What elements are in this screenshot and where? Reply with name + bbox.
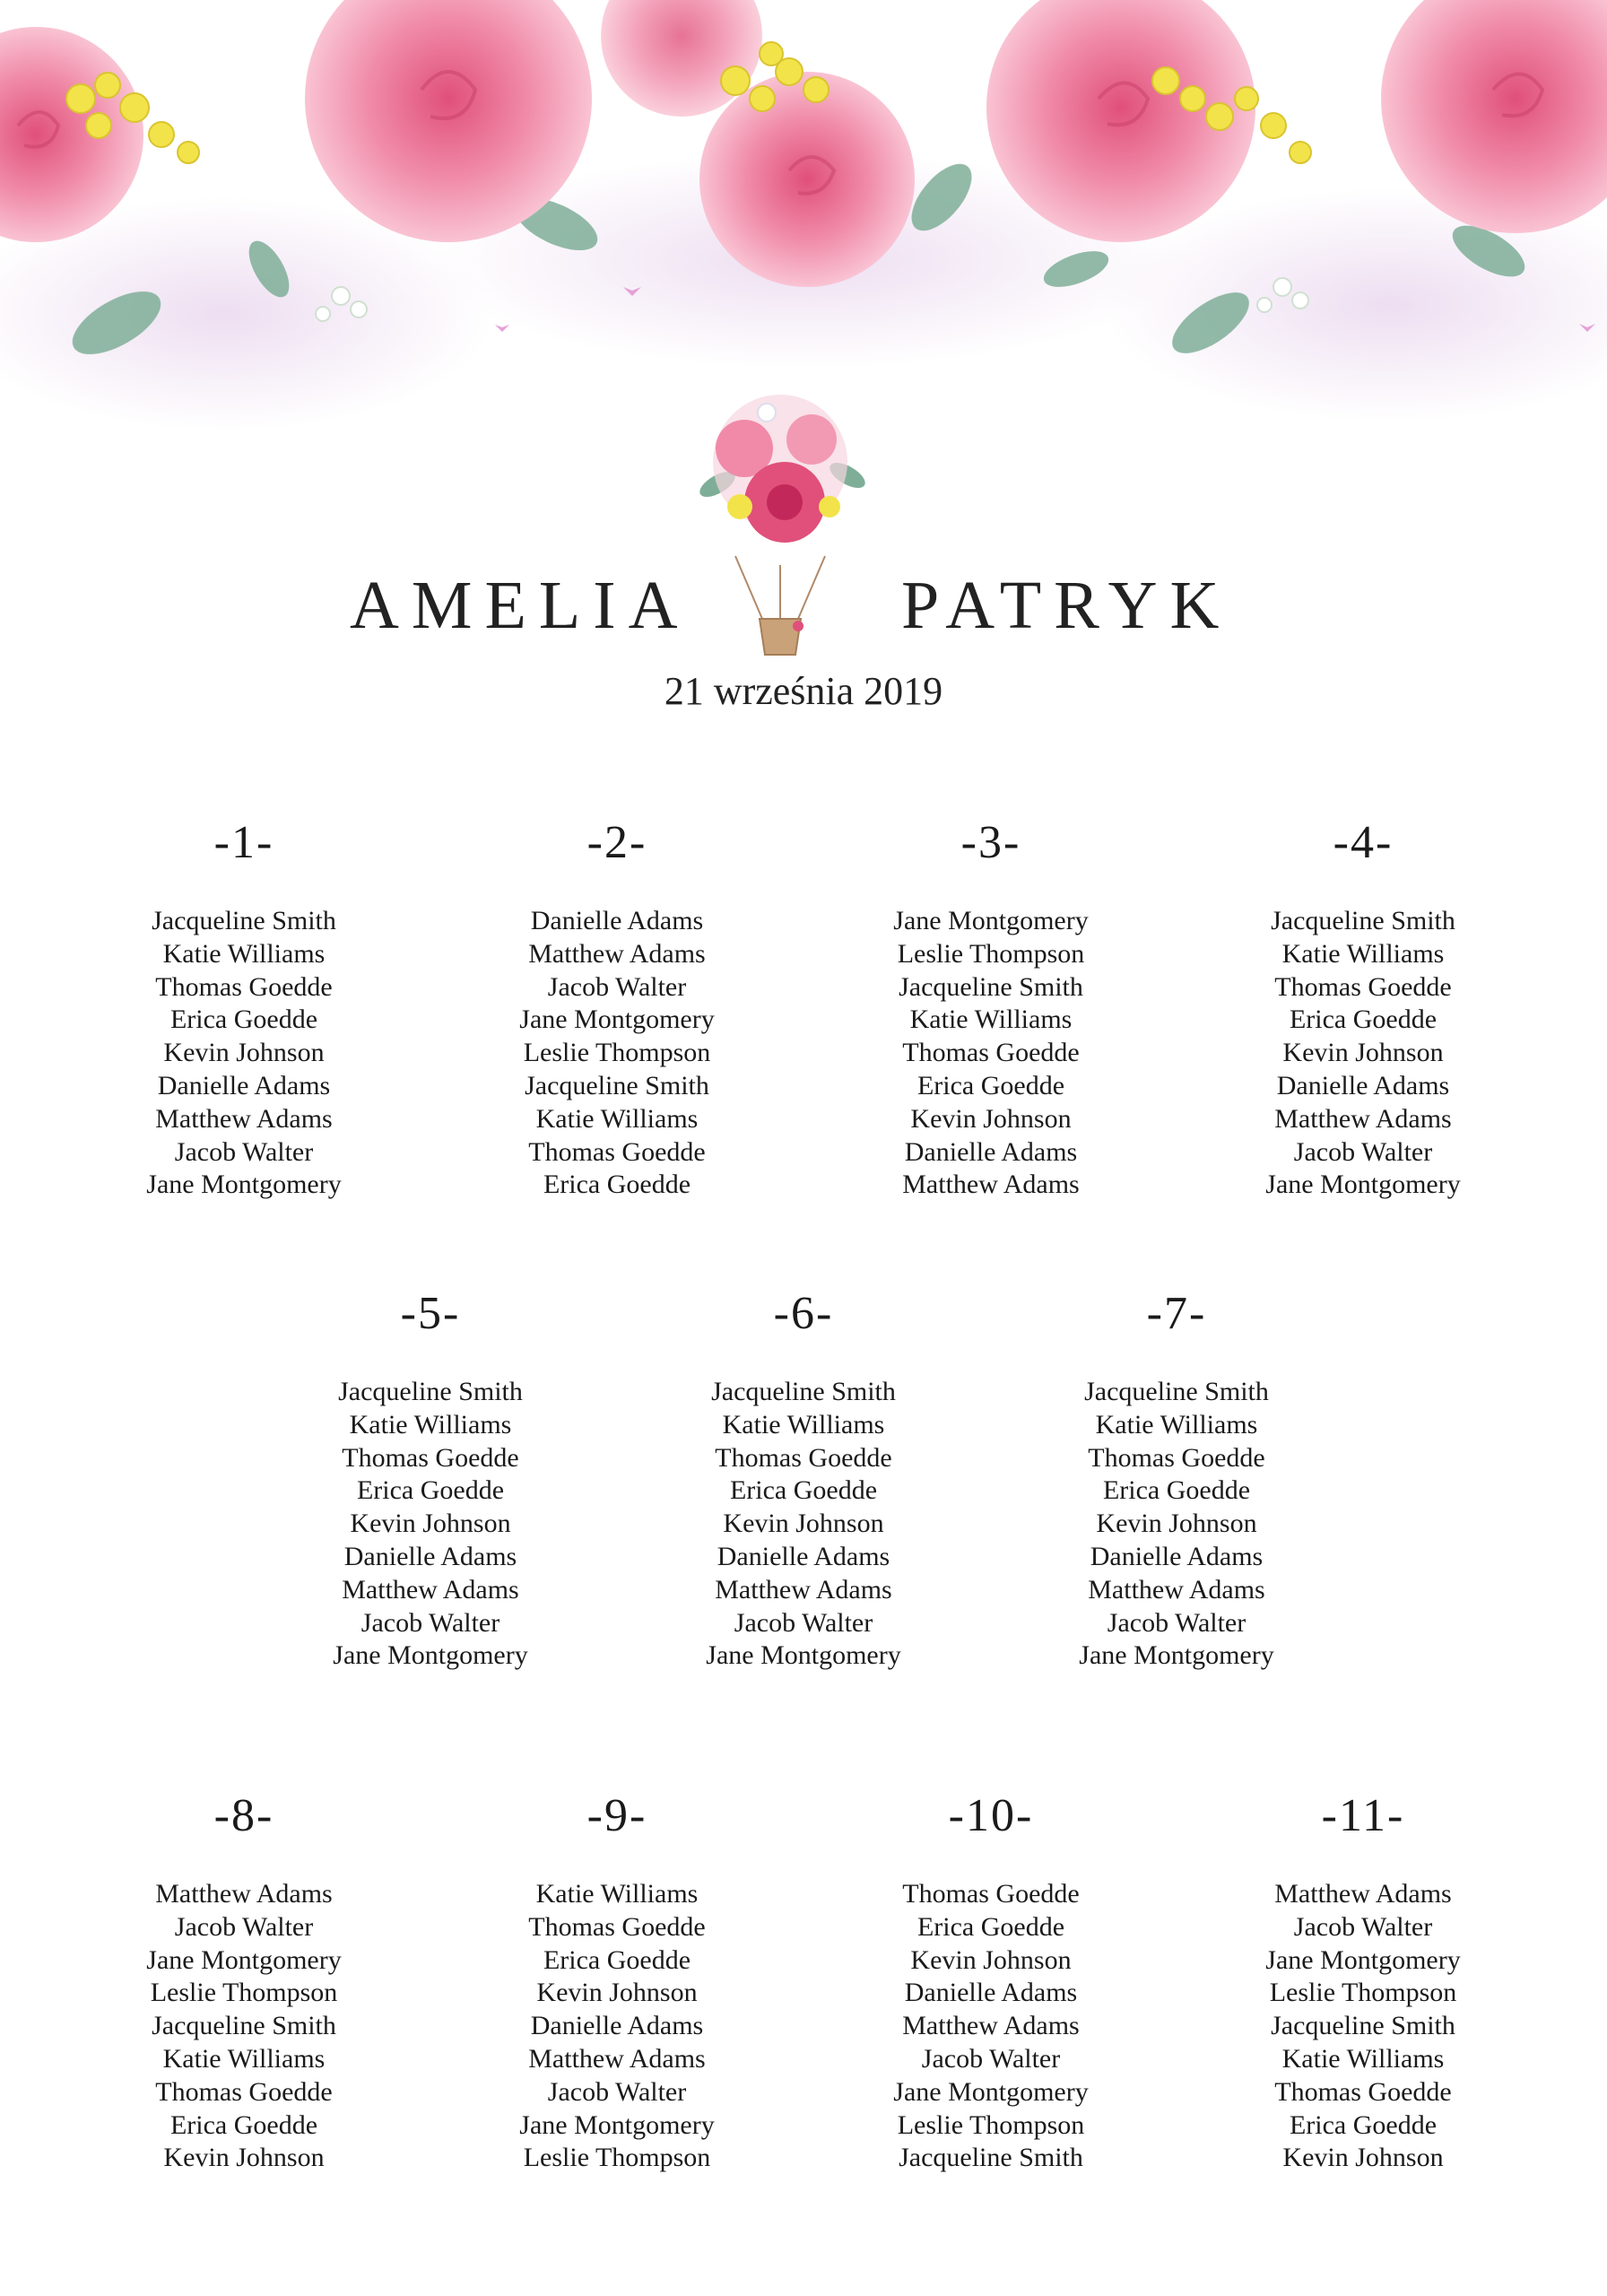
- guest-name: Katie Williams: [535, 1103, 699, 1134]
- guest-name: Matthew Adams: [715, 1574, 892, 1605]
- guest-name: Thomas Goedde: [155, 971, 333, 1002]
- guest-name: Jacob Walter: [174, 1136, 314, 1167]
- guest-name: Erica Goedde: [1289, 1004, 1438, 1035]
- guest-name: Jacqueline Smith: [1084, 1377, 1269, 1406]
- guest-name: Erica Goedde: [729, 1475, 878, 1506]
- guest-name: Danielle Adams: [1276, 1070, 1450, 1100]
- guest-name: Danielle Adams: [157, 1070, 331, 1100]
- guest-name: Jacqueline Smith: [1271, 906, 1455, 935]
- guest-name: Katie Williams: [909, 1004, 1073, 1035]
- guest-name: Katie Williams: [535, 1879, 699, 1909]
- guest-name: Jane Montgomery: [1079, 1640, 1274, 1671]
- guest-name: Jane Montgomery: [1265, 1944, 1461, 1975]
- guest-name: Erica Goedde: [1102, 1475, 1251, 1506]
- guest-list: [65, 905, 423, 1202]
- guest-name: Katie Williams: [349, 1409, 512, 1439]
- guest-name: Erica Goedde: [543, 1170, 691, 1200]
- table-7: [997, 1283, 1356, 1673]
- guest-name: Jane Montgomery: [333, 1640, 528, 1671]
- guest-name: Jacob Walter: [547, 2076, 687, 2107]
- table-number: -1-: [213, 817, 274, 868]
- guest-name: Erica Goedde: [916, 1911, 1065, 1942]
- groom-name: PATRYK: [901, 568, 1232, 643]
- table-number: -11-: [1321, 1790, 1405, 1841]
- guest-name: Jane Montgomery: [1265, 1170, 1461, 1200]
- guest-name: Danielle Adams: [530, 906, 704, 935]
- guest-name: Thomas Goedde: [528, 1136, 706, 1167]
- guest-name: Erica Goedde: [916, 1070, 1065, 1100]
- table-6: [624, 1283, 983, 1673]
- guest-name: Leslie Thompson: [897, 938, 1085, 969]
- guest-name: Jacob Walter: [921, 2043, 1061, 2074]
- guest-list: [438, 905, 796, 1202]
- guest-name: Kevin Johnson: [1096, 1509, 1257, 1539]
- guest-name: Kevin Johnson: [910, 1103, 1072, 1134]
- guest-name: Kevin Johnson: [536, 1978, 698, 2008]
- guest-name: Matthew Adams: [902, 1170, 1080, 1200]
- guest-name: Leslie Thompson: [897, 2109, 1085, 2140]
- table-number: -7-: [1146, 1288, 1207, 1339]
- guest-name: Jane Montgomery: [519, 2109, 715, 2140]
- guest-name: Kevin Johnson: [163, 2143, 325, 2173]
- table-11: [1184, 1785, 1542, 2175]
- guest-name: Erica Goedde: [356, 1475, 505, 1506]
- table-10: [812, 1785, 1170, 2175]
- guest-name: Leslie Thompson: [523, 1038, 711, 1068]
- flower-balloon-icon: [668, 377, 892, 673]
- guest-list: [1184, 1878, 1542, 2175]
- table-3: [812, 812, 1170, 1202]
- guest-name: Thomas Goedde: [528, 1911, 706, 1942]
- guest-name: Thomas Goedde: [342, 1442, 519, 1473]
- table-number: -3-: [960, 817, 1021, 868]
- guest-name: Kevin Johnson: [1282, 2143, 1444, 2173]
- guest-name: Danielle Adams: [904, 1136, 1078, 1167]
- guest-list: [1184, 905, 1542, 1202]
- guest-name: Matthew Adams: [1274, 1103, 1452, 1134]
- guest-name: Jane Montgomery: [146, 1944, 342, 1975]
- guest-name: Jacqueline Smith: [152, 906, 336, 935]
- guest-name: Erica Goedde: [169, 2109, 318, 2140]
- table-4: [1184, 812, 1542, 1202]
- guest-name: Thomas Goedde: [155, 2076, 333, 2107]
- guest-name: Jacob Walter: [734, 1607, 873, 1638]
- guest-name: Katie Williams: [722, 1409, 885, 1439]
- table-number: -2-: [586, 817, 647, 868]
- guest-list: [65, 1878, 423, 2175]
- guest-name: Jacob Walter: [1107, 1607, 1247, 1638]
- table-2: [438, 812, 796, 1202]
- guest-list: [812, 905, 1170, 1202]
- guest-name: Kevin Johnson: [1282, 1038, 1444, 1068]
- guest-list: [997, 1376, 1356, 1673]
- table-8: [65, 1785, 423, 2175]
- bride-name: AMELIA: [350, 568, 691, 643]
- guest-name: Jacob Walter: [547, 971, 687, 1002]
- table-number: -6-: [773, 1288, 834, 1339]
- table-number: -9-: [586, 1790, 647, 1841]
- guest-name: Matthew Adams: [528, 938, 706, 969]
- guest-name: Leslie Thompson: [1269, 1978, 1457, 2008]
- guest-name: Katie Williams: [1095, 1409, 1258, 1439]
- guest-name: Thomas Goedde: [902, 1879, 1080, 1909]
- guest-name: Matthew Adams: [155, 1103, 333, 1134]
- guest-name: Danielle Adams: [717, 1541, 890, 1571]
- guest-name: Erica Goedde: [543, 1944, 691, 1975]
- guest-name: Jane Montgomery: [893, 906, 1089, 935]
- guest-name: Jane Montgomery: [893, 2076, 1089, 2107]
- guest-name: Danielle Adams: [904, 1978, 1078, 2008]
- guest-name: Leslie Thompson: [523, 2143, 711, 2173]
- guest-name: Thomas Goedde: [1274, 971, 1452, 1002]
- guest-name: Kevin Johnson: [350, 1509, 511, 1539]
- guest-list: [251, 1376, 610, 1673]
- guest-name: Thomas Goedde: [715, 1442, 892, 1473]
- guest-name: Matthew Adams: [1088, 1574, 1265, 1605]
- guest-list: [812, 1878, 1170, 2175]
- guest-name: Jacqueline Smith: [1271, 2011, 1455, 2041]
- guest-name: Leslie Thompson: [150, 1978, 338, 2008]
- guest-name: Katie Williams: [1281, 2043, 1445, 2074]
- guest-name: Matthew Adams: [1274, 1879, 1452, 1909]
- guest-name: Jacob Walter: [360, 1607, 500, 1638]
- guest-list: [438, 1878, 796, 2175]
- guest-name: Matthew Adams: [528, 2043, 706, 2074]
- guest-name: Erica Goedde: [1289, 2109, 1438, 2140]
- table-9: [438, 1785, 796, 2175]
- guest-name: Thomas Goedde: [902, 1038, 1080, 1068]
- guest-name: Kevin Johnson: [910, 1944, 1072, 1975]
- guest-name: Kevin Johnson: [723, 1509, 884, 1539]
- guest-name: Jacob Walter: [174, 1911, 314, 1942]
- guest-name: Jacqueline Smith: [899, 2143, 1083, 2173]
- guest-name: Jacqueline Smith: [338, 1377, 523, 1406]
- guest-name: Jacqueline Smith: [899, 971, 1083, 1002]
- wedding-date: 21 września 2019: [664, 669, 943, 713]
- guest-name: Danielle Adams: [1090, 1541, 1264, 1571]
- guest-name: Thomas Goedde: [1274, 2076, 1452, 2107]
- guest-name: Jacqueline Smith: [525, 1070, 709, 1100]
- guest-name: Jacob Walter: [1293, 1136, 1433, 1167]
- guest-name: Thomas Goedde: [1088, 1442, 1265, 1473]
- guest-name: Erica Goedde: [169, 1004, 318, 1035]
- guest-name: Matthew Adams: [155, 1879, 333, 1909]
- guest-name: Danielle Adams: [343, 1541, 517, 1571]
- guest-name: Jacqueline Smith: [152, 2011, 336, 2041]
- table-1: [65, 812, 423, 1202]
- guest-name: Katie Williams: [1281, 938, 1445, 969]
- guest-name: Jane Montgomery: [706, 1640, 901, 1671]
- table-number: -5-: [400, 1288, 461, 1339]
- guest-name: Jacob Walter: [1293, 1911, 1433, 1942]
- guest-name: Danielle Adams: [530, 2011, 704, 2041]
- table-number: -8-: [213, 1790, 274, 1841]
- guest-name: Katie Williams: [162, 938, 326, 969]
- guest-name: Matthew Adams: [902, 2011, 1080, 2041]
- guest-name: Jane Montgomery: [146, 1170, 342, 1200]
- guest-name: Kevin Johnson: [163, 1038, 325, 1068]
- table-number: -10-: [948, 1790, 1034, 1841]
- guest-name: Matthew Adams: [342, 1574, 519, 1605]
- guest-name: Jacqueline Smith: [711, 1377, 896, 1406]
- table-5: [251, 1283, 610, 1673]
- guest-name: Katie Williams: [162, 2043, 326, 2074]
- guest-name: Jane Montgomery: [519, 1004, 715, 1035]
- guest-list: [624, 1376, 983, 1673]
- table-number: -4-: [1333, 817, 1394, 868]
